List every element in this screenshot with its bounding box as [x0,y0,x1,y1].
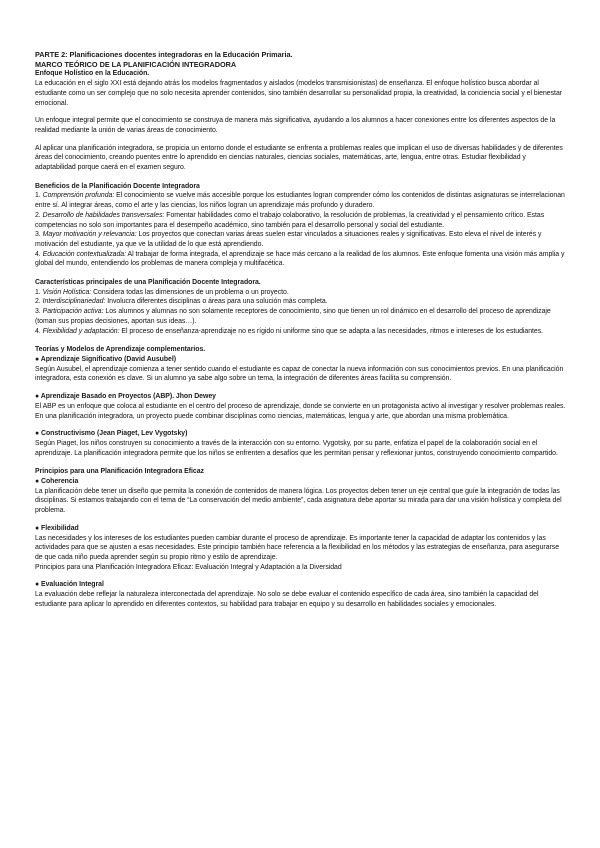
features-heading: Características principales de una Planificación Docente Integradora. [35,279,261,287]
intro-paragraph: La educación en el siglo XXI está dejando atrás los modelos fragmentados y aislados (modelos transmisionistas) de enseñanza. El enfoque holístico busca abordar al estudiante como un ser complejo que no solo necesita aprender contenidos, sino también desarrollar su personalidad propia, la creatividad, la conciencia social y el bienestar emocional. [35,80,563,107]
theory-text-ausubel: Según Ausubel, el aprendizaje comienza a tener sentido cuando el estudiante es capaz de conectar la nueva información con sus conocimientos previos. En una planificación integradora, esta conexión es clave. Si un alumno ya sabe algo sobre un tema, la integración de diferentes áreas facilita su comprensión. [35,365,564,383]
intro-paragraph-3: Al aplicar una planificación integradora, se propicia un entorno donde el estudiante se enfrenta a problemas reales que implican el uso de diversas habilidades y de diferentes áreas del conocimiento, creando puentes entre lo aprendido en ciencias naturales, ciencias sociales, matemáticas, arte, lengua, entre otras. Estudiar flexibilidad y adaptabilidad porque caerá en el examen seguro. [35,144,563,172]
feature-item: 3. Participación activa: Los alumnos y alumnas no son solamente receptores de conocimiento, sino que tienen un rol dinámico en el desarrollo del proceso de aprendizaje (toman sus propias decisiones, aportan sus ideas…). [35,308,551,325]
feature-item: 1. Visión Holística: Considera todas las dimensiones de un problema o un proyecto. [35,288,289,296]
principle-title-evaluation: ● Evaluación Integral [35,581,104,589]
document-title: PARTE 2: Planificaciones docentes integradoras en la Educación Primaria. [35,50,293,59]
principle-title-flexibility: ● Flexibilidad [35,524,79,532]
benefit-item: 1. Comprensión profunda: El conocimiento se vuelve más accesible porque los estudiantes logran comprender cómo los contenidos de distintas asignaturas se interrelacionan entre sí. Al integrar áreas, como el arte y las ciencias, los niños logran un aprendizaje más profundo y duradero. [35,192,565,210]
document-body [35,50,567,609]
benefits-heading: Beneficios de la Planificación Docente Integradora [35,182,200,190]
benefit-item: 2. Desarrollo de habilidades transversales: Fomentar habilidades como el trabajo colaborativo, la resolución de problemas, la creatividad y el pensamiento crítico. Estas competencias no solo son importantes para el desempeño académico, sino también para el desarrollo personal y social del estudiante. [35,211,545,229]
principle-text-evaluation: La evaluación debe reflejar la naturaleza interconectada del aprendizaje. No solo se debe evaluar el contenido específico de cada área, sino también la capacidad del estudiante para aplicar lo aprendido en diferentes contextos, su habilidad para trabajar en equipo y su desarrollo en habilidades sociales y emocionales. [35,591,539,608]
theory-title-ausubel: ● Aprendizaje Significativo (David Ausubel) [35,355,177,363]
theory-title-abp: ● Aprendizaje Basado en Proyectos (ABP). Jhon Dewey [35,393,216,401]
feature-item: 2. Interdisciplinariedad: Involucra diferentes disciplinas o áreas para una solución más completa. [35,298,328,306]
theories-heading: Teorías y Modelos de Aprendizaje complementarios. [35,346,206,354]
principle-text-flexibility: Las necesidades y los intereses de los estudiantes pueden cambiar durante el proceso de aprendizaje. Es importante tener la capacidad de adaptar los contenidos y las actividades para que se ajusten a esas necesidades. Este principio también hace referencia a la flexibilidad en los métodos y las estrategias de enseñanza, para asegurarse de que cada niño pueda aprender según su propio ritmo y estilo de aprendizaje. [35,534,560,561]
section-title: MARCO TEÓRICO DE LA PLANIFICACIÓN INTEGRADORA [35,59,237,69]
principle-subheading: Principios para una Planificación Integradora Eficaz: Evaluación Integral y Adaptación a la Diversidad [35,563,342,571]
principle-text-coherence: La planificación debe tener un diseño que permita la conexión de contenidos de manera lógica. Los proyectos deben tener un eje central que guíe la integración de todas las disciplinas. Si estamos trabajando con el tema de “La conservación del medio ambiente”, cada asignatura debe aportar su mirada para dar una visión holística y completa del problema. [35,487,562,515]
principles-heading: Principios para una Planificación Integradora Eficaz [35,468,204,476]
intro-paragraph-2: Un enfoque integral permite que el conocimiento se construya de manera más significativa, ayudando a los alumnos a hacer conexiones entre los diferentes aspectos de la realidad mediante la unión de varias áreas de conocimiento. [35,117,556,134]
principle-title-coherence: ● Coherencia [35,478,79,486]
benefit-item: 3. Mayor motivación y relevancia: Los proyectos que conectan varias áreas suelen estar vinculados a situaciones reales y significativas. Esto eleva el nivel de interés y motivación del estudiante, ya que ve la utilidad de lo que está aprendiendo. [35,231,542,248]
section-subtitle: Enfoque Holístico en la Educación. [35,70,150,78]
theory-title-constructivism: ● Constructivismo (Jean Piaget, Lev Vygotsky) [35,430,188,438]
theory-text-abp: El ABP es un enfoque que coloca al estudiante en el centro del proceso de aprendizaje, donde se convierte en un protagonista activo al investigar y resolver problemas reales. En una planificación integradora, un proyecto puede combinar disciplinas como ciencias, matemáticas, lengua y arte, que abordan una misma problemática. [35,402,566,420]
feature-item: 4. Flexibilidad y adaptación: El proceso de enseñanza-aprendizaje no es rígido ni uniforme sino que se adapta a las necesidades, ritmos e intereses de los estudiantes. [35,327,544,335]
theory-text-constructivism: Según Piaget, los niños construyen su conocimiento a través de la interacción con su entorno. Vygotsky, por su parte, enfatiza el papel de la colaboración social en el aprendizaje. La planificación integradora permite que los niños se enfrenten a desafíos que les permitan pensar y reflexionar juntos, construyendo conocimiento compartido. [35,439,558,457]
benefit-item: 4. Educación contextualizada: Al trabajar de forma integrada, el aprendizaje se hace más cercano a la realidad de los alumnos. Este enfoque fomenta una visión más amplia y global del mundo, entendiendo los problemas de manera compleja y multifacética. [35,250,565,268]
